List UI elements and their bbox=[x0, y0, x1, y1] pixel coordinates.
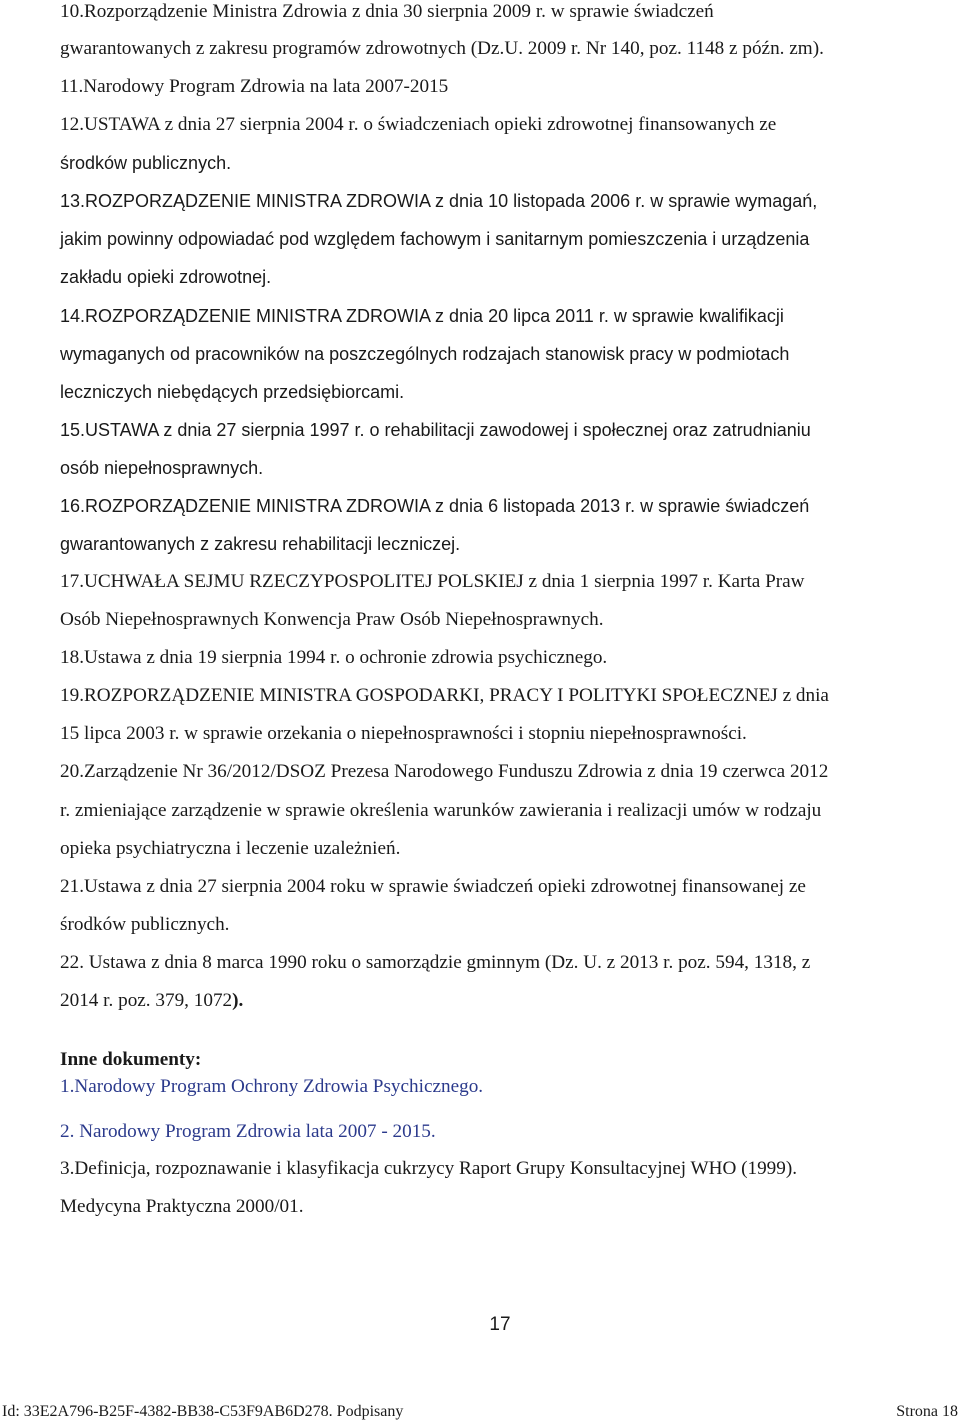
text-segment: 2014 r. poz. 379, 1072 bbox=[60, 990, 233, 1011]
text-segment: 18.Ustawa z dnia 19 sierpnia 1994 r. o ochronie zdrowia psychicznego. bbox=[60, 647, 608, 668]
text-segment: 16.ROZPORZĄDZENIE MINISTRA ZDROWIA z dnia 6 listopada 2013 r. w sprawie świadczeń bbox=[60, 496, 810, 516]
text-segment: 3.Definicja, rozpoznawanie i klasyfikacja cukrzycy Raport Grupy Konsultacyjnej WHO (1999). bbox=[60, 1158, 798, 1179]
text-segment: 11.Narodowy Program Zdrowia na lata 2007-2015 bbox=[60, 76, 449, 97]
text-segment: wymaganych od pracowników na poszczególnych rodzajach stanowisk pracy w podmiotach bbox=[60, 344, 790, 364]
text-segment: leczniczych niebędących przedsiębiorcami. bbox=[60, 382, 405, 402]
reference-line bbox=[60, 1157, 920, 1181]
text-segment: 22. Ustawa z dnia 8 marca 1990 roku o samorządzie gminnym (Dz. U. z 2013 r. poz. 594, 1318, z bbox=[60, 952, 811, 973]
reference-line bbox=[60, 1120, 920, 1144]
page-number: 17 bbox=[489, 1314, 511, 1335]
reference-line bbox=[60, 0, 920, 24]
text-segment: gwarantowanych z zakresu programów zdrowotnych (Dz.U. 2009 r. Nr 140, poz. 1148 z późn. zm). bbox=[60, 38, 824, 59]
reference-line bbox=[60, 722, 920, 746]
text-segment: 17.UCHWAŁA SEJMU RZECZYPOSPOLITEJ POLSKIEJ z dnia 1 sierpnia 1997 r. Karta Praw bbox=[60, 571, 805, 592]
reference-line bbox=[60, 342, 920, 367]
footer-page-label: Strona 18 bbox=[896, 1403, 958, 1420]
text-segment: gwarantowanych z zakresu rehabilitacji leczniczej. bbox=[60, 534, 461, 554]
reference-line bbox=[60, 37, 920, 61]
text-segment: 12.USTAWA z dnia 27 sierpnia 2004 r. o świadczeniach opieki zdrowotnej finansowanych ze bbox=[60, 114, 777, 135]
reference-line bbox=[60, 418, 920, 443]
text-segment: zakładu opieki zdrowotnej. bbox=[60, 267, 272, 287]
reference-line bbox=[60, 799, 920, 823]
text-segment: opieka psychiatryczna i leczenie uzależnień. bbox=[60, 838, 401, 859]
reference-line bbox=[60, 75, 920, 99]
reference-line bbox=[60, 113, 920, 137]
text-segment: Inne dokumenty: bbox=[60, 1049, 202, 1070]
text-segment: 13.ROZPORZĄDZENIE MINISTRA ZDROWIA z dnia 10 listopada 2006 r. w sprawie wymagań, bbox=[60, 191, 818, 211]
reference-line bbox=[60, 951, 920, 975]
text-segment: jakim powinny odpowiadać pod względem fachowym i sanitarnym pomieszczenia i urządzenia bbox=[60, 229, 810, 249]
text-segment: środków publicznych. bbox=[60, 914, 230, 935]
reference-line bbox=[60, 837, 920, 861]
text-segment: 15 lipca 2003 r. w sprawie orzekania o niepełnosprawności i stopniu niepełnosprawności. bbox=[60, 723, 747, 744]
reference-line bbox=[60, 913, 920, 937]
reference-line bbox=[60, 646, 920, 670]
text-segment: 1.Narodowy Program Ochrony Zdrowia Psychicznego. bbox=[60, 1076, 484, 1097]
reference-line bbox=[60, 304, 920, 329]
reference-line bbox=[60, 989, 920, 1013]
text-segment: osób niepełnosprawnych. bbox=[60, 458, 264, 478]
reference-line bbox=[60, 227, 920, 252]
text-segment: 15.USTAWA z dnia 27 sierpnia 1997 r. o rehabilitacji zawodowej i społecznej oraz zatrudnianiu bbox=[60, 420, 811, 440]
text-segment: 20.Zarządzenie Nr 36/2012/DSOZ Prezesa Narodowego Funduszu Zdrowia z dnia 19 czerwca 2012 bbox=[60, 761, 829, 782]
text-segment: Medycyna Praktyczna 2000/01. bbox=[60, 1196, 304, 1217]
text-segment: ). bbox=[232, 990, 244, 1011]
reference-line bbox=[60, 608, 920, 632]
reference-line bbox=[60, 1075, 920, 1099]
text-segment: 2. Narodowy Program Zdrowia lata 2007 - 2015. bbox=[60, 1121, 436, 1142]
reference-line bbox=[60, 456, 920, 481]
reference-line bbox=[60, 684, 920, 708]
reference-line bbox=[60, 760, 920, 784]
text-segment: Osób Niepełnosprawnych Konwencja Praw Osób Niepełnosprawnych. bbox=[60, 609, 604, 630]
reference-line bbox=[60, 875, 920, 899]
reference-line bbox=[60, 494, 920, 519]
reference-line bbox=[60, 189, 920, 214]
text-segment: środków publicznych. bbox=[60, 153, 232, 173]
text-segment: 10.Rozporządzenie Ministra Zdrowia z dnia 30 sierpnia 2009 r. w sprawie świadczeń bbox=[60, 1, 714, 22]
reference-line bbox=[60, 380, 920, 405]
text-segment: 19.ROZPORZĄDZENIE MINISTRA GOSPODARKI, PRACY I POLITYKI SPOŁECZNEJ z dnia bbox=[60, 685, 829, 706]
reference-line bbox=[60, 570, 920, 594]
footer-document-id: Id: 33E2A796-B25F-4382-BB38-C53F9AB6D278. Podpisany bbox=[2, 1403, 404, 1420]
reference-line bbox=[60, 1195, 920, 1219]
reference-line bbox=[60, 532, 920, 557]
text-segment: r. zmieniające zarządzenie w sprawie określenia warunków zawierania i realizacji umów w rodzaju bbox=[60, 800, 822, 821]
text-segment: 14.ROZPORZĄDZENIE MINISTRA ZDROWIA z dnia 20 lipca 2011 r. w sprawie kwalifikacji bbox=[60, 306, 784, 326]
section-heading bbox=[60, 1048, 920, 1072]
text-segment: 21.Ustawa z dnia 27 sierpnia 2004 roku w sprawie świadczeń opieki zdrowotnej finansowanej ze bbox=[60, 876, 806, 897]
reference-line bbox=[60, 265, 920, 290]
reference-line bbox=[60, 151, 920, 176]
